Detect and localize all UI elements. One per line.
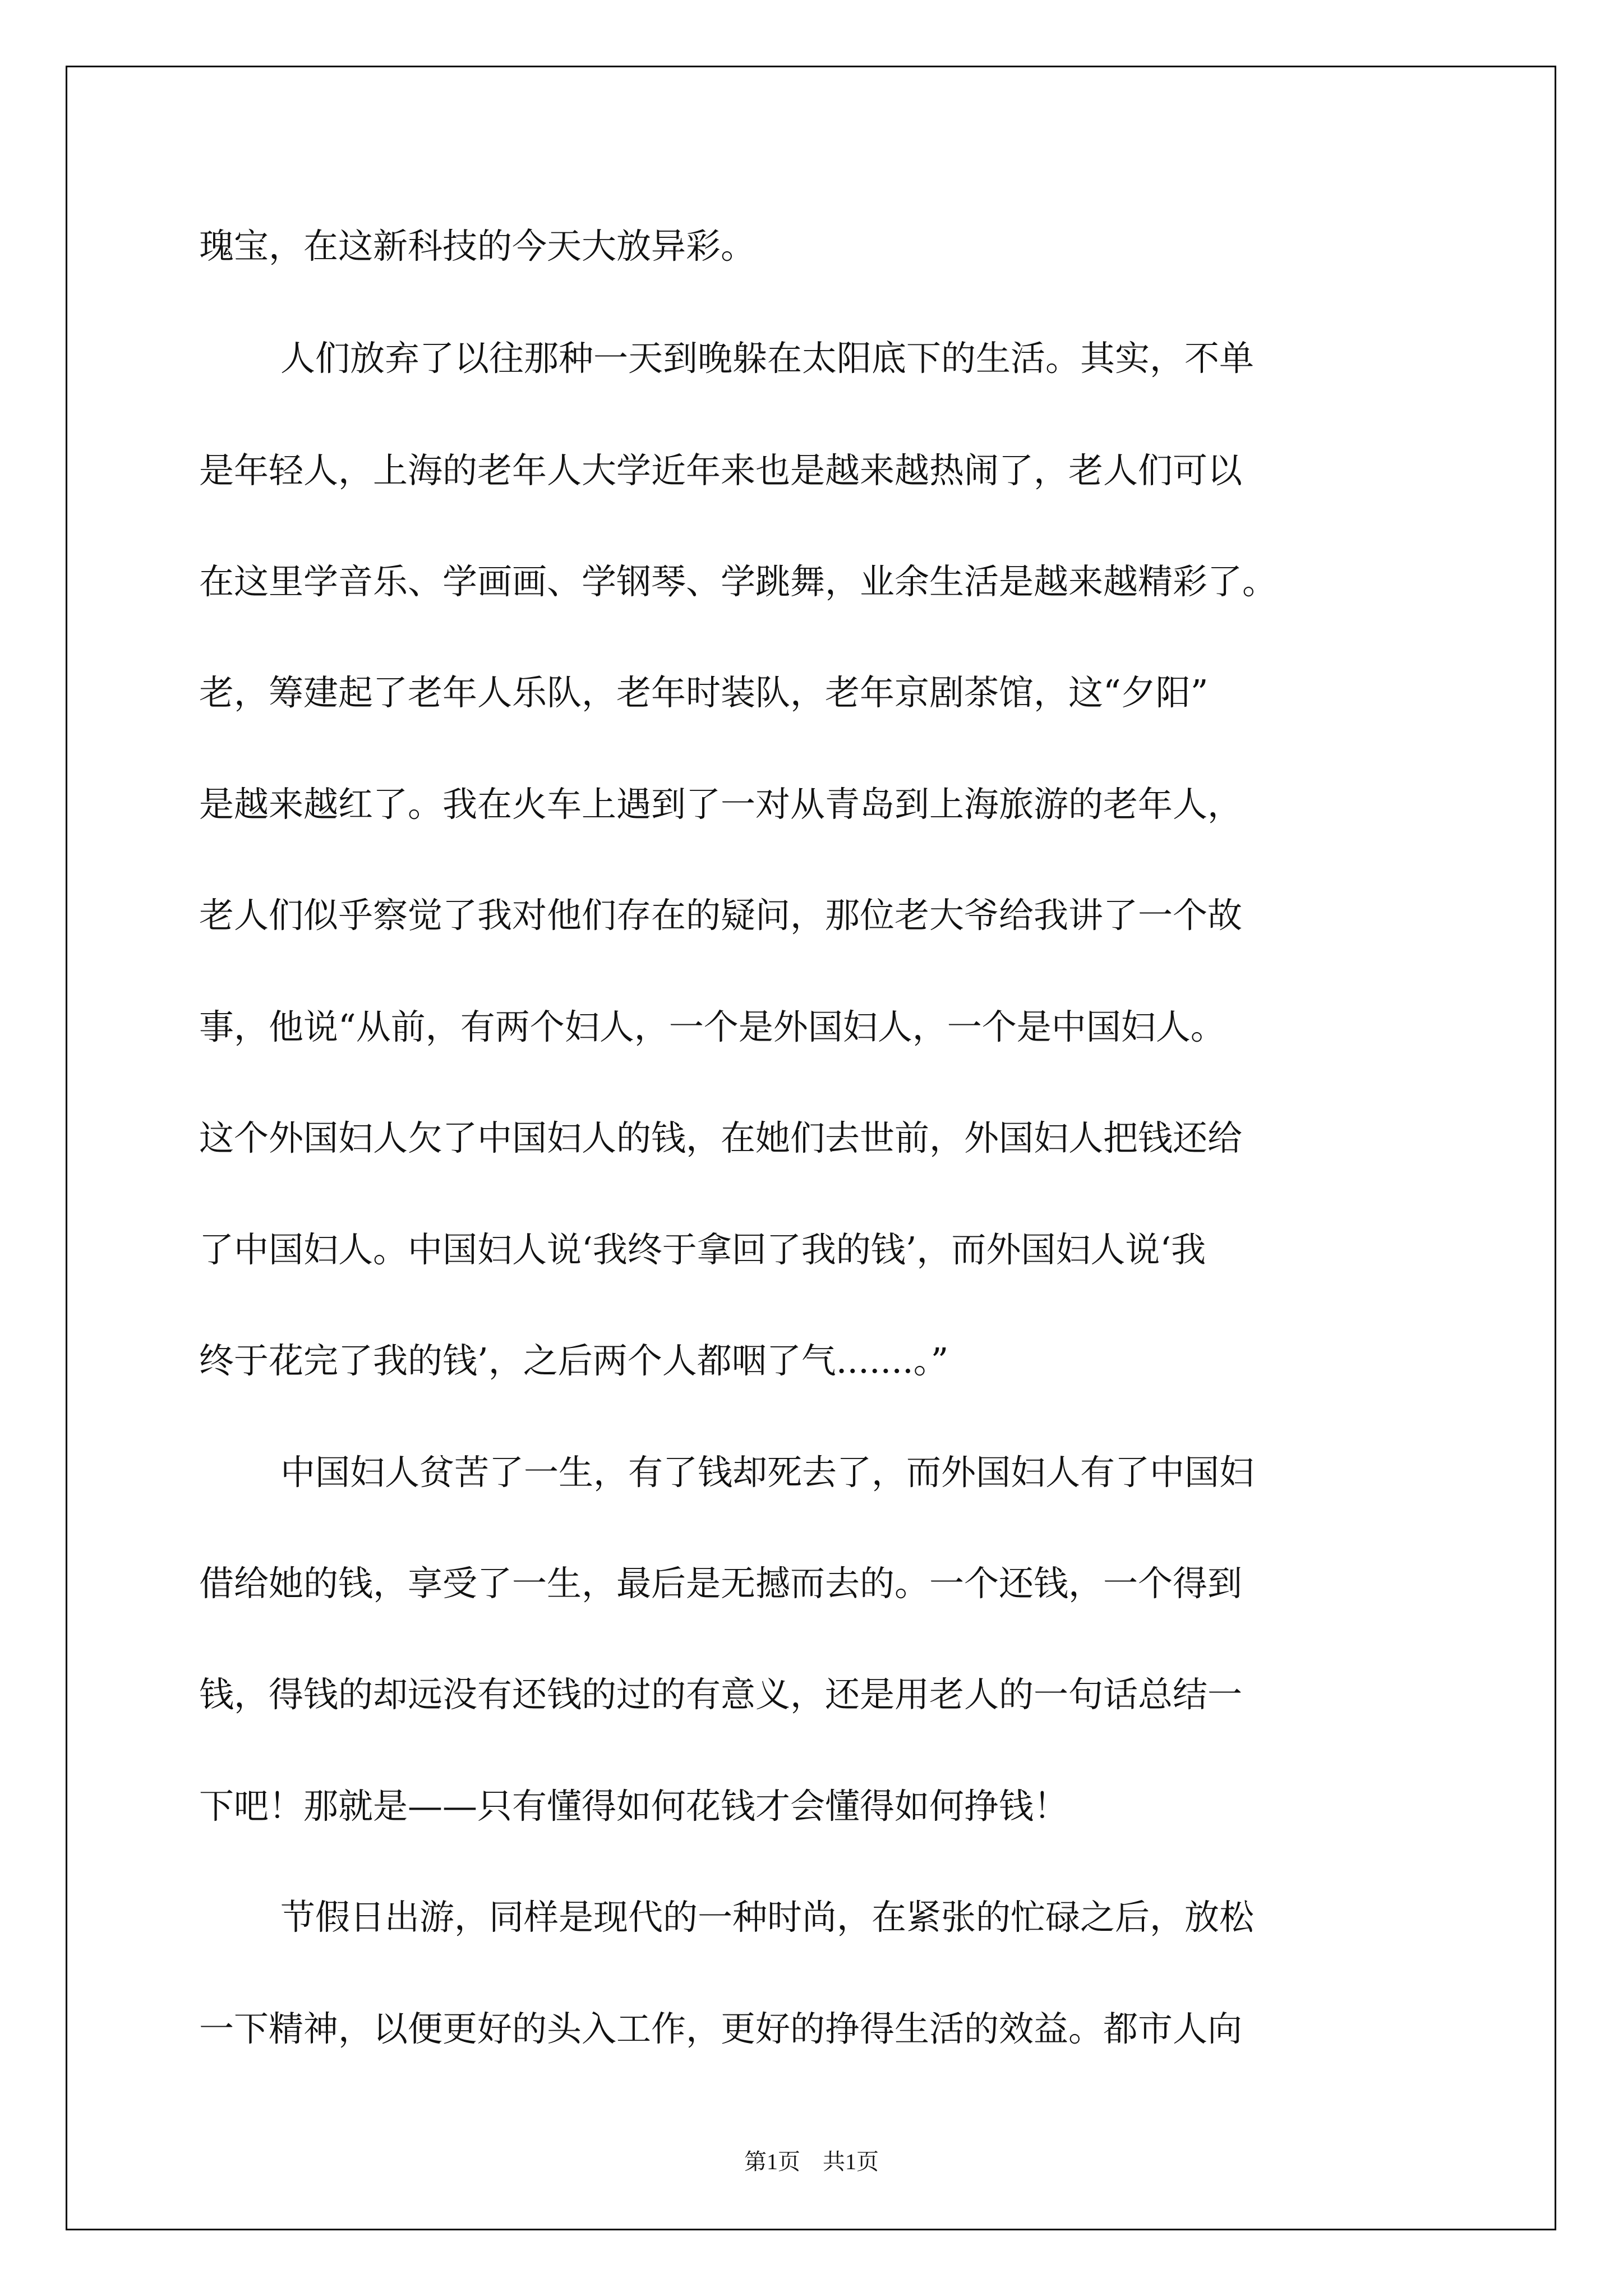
text-line: 一下精神，以便更好的头入工作，更好的挣得生活的效益。都市人向 bbox=[199, 2008, 1243, 2049]
text-line: 老，筹建起了老年人乐队，老年时装队，老年京剧茶馆，这“夕阳” bbox=[199, 672, 1209, 713]
text-line: 是年轻人，上海的老年人大学近年来也是越来越热闹了，老人们可以 bbox=[199, 450, 1243, 491]
paragraph-first-line: 中国妇人贫苦了一生，有了钱却死去了，而外国妇人有了中国妇 bbox=[280, 1452, 1255, 1493]
text-line: 瑰宝，在这新科技的今天大放异彩。 bbox=[199, 226, 756, 266]
text-line: 在这里学音乐、学画画、学钢琴、学跳舞，业余生活是越来越精彩了。 bbox=[199, 561, 1278, 602]
text-line: 钱，得钱的却远没有还钱的过的有意义，还是用老人的一句话总结一 bbox=[199, 1674, 1243, 1715]
text-line: 是越来越红了。我在火车上遇到了一对从青岛到上海旅游的老年人， bbox=[199, 784, 1243, 825]
text-line: 借给她的钱，享受了一生，最后是无撼而去的。一个还钱，一个得到 bbox=[199, 1563, 1243, 1604]
text-line: 这个外国妇人欠了中国妇人的钱，在她们去世前，外国妇人把钱还给 bbox=[199, 1117, 1243, 1158]
paragraph-first-line: 人们放弃了以往那种一天到晚躲在太阳底下的生活。其实，不单 bbox=[280, 338, 1255, 379]
text-line: 老人们似乎察觉了我对他们存在的疑问，那位老大爷给我讲了一个故 bbox=[199, 895, 1243, 936]
text-line: 终于花完了我的钱’，之后两个人都咽了气.......。” bbox=[199, 1340, 949, 1381]
page-number-footer: 第1页 共1页 bbox=[744, 2149, 879, 2174]
text-line: 下吧！那就是——只有懂得如何花钱才会懂得如何挣钱！ bbox=[199, 1786, 1069, 1826]
text-line: 了中国妇人。中国妇人说‘我终于拿回了我的钱’，而外国妇人说‘我 bbox=[199, 1229, 1206, 1270]
paragraph-first-line: 节假日出游，同样是现代的一种时尚，在紧张的忙碌之后，放松 bbox=[280, 1897, 1255, 1938]
text-line: 事，他说“从前，有两个妇人，一个是外国妇人，一个是中国妇人。 bbox=[199, 1006, 1225, 1047]
